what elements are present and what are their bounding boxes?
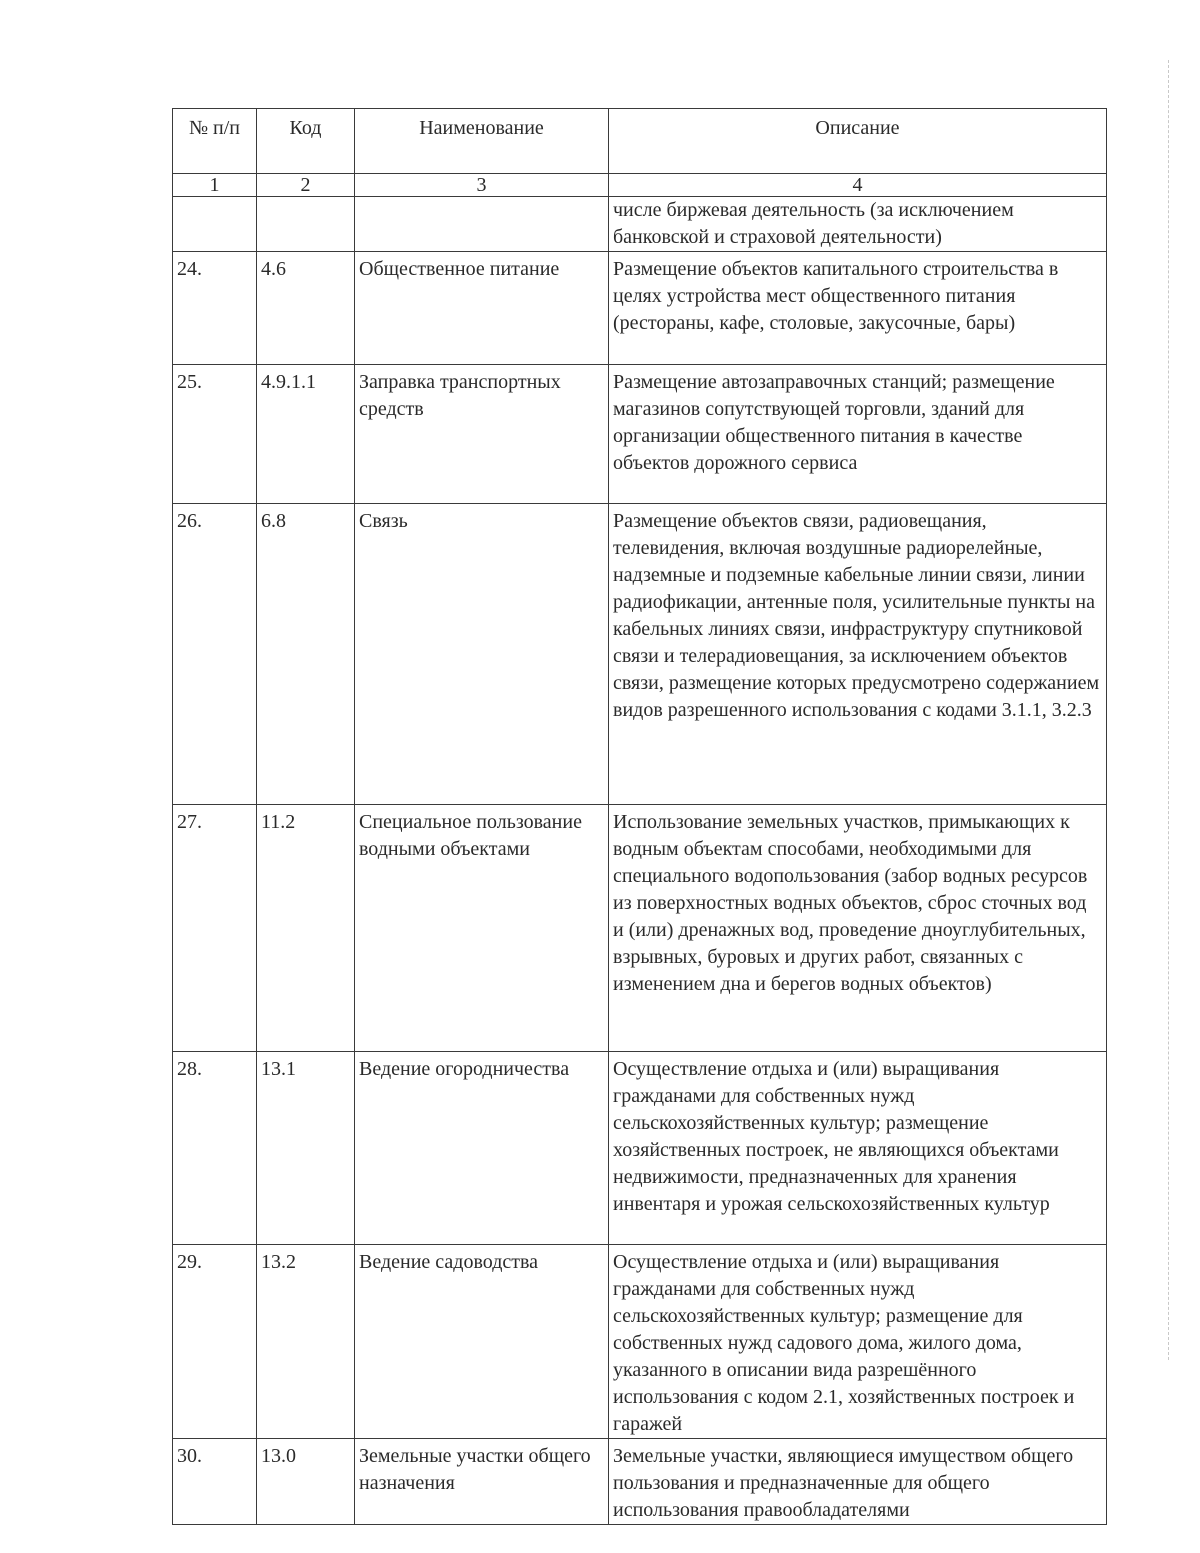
table-row [173, 1245, 1107, 1439]
row-code: 13.0 [257, 1439, 355, 1525]
row-name: Земельные участки общего назначения [355, 1439, 609, 1525]
row-code: 13.1 [257, 1052, 355, 1245]
row-name: Ведение огородничества [355, 1052, 609, 1245]
row-name: Связь [355, 504, 609, 805]
header-name: Наименование [355, 109, 609, 174]
cell-empty [257, 197, 355, 252]
row-number: 29. [173, 1245, 257, 1439]
table-row [173, 365, 1107, 504]
row-name: Специальное пользование водными объектами [355, 805, 609, 1052]
row-number: 25. [173, 365, 257, 504]
column-number: 2 [257, 174, 355, 197]
header-description: Описание [609, 109, 1107, 174]
row-description: Размещение объектов связи, радиовещания, телевидения, включая воздушные радиорелейные, надземные и подземные кабельные линии связи, линии радиофикации, антенные поля, усилительные пункты на кабельных линиях связи, инфраструктуру спутниковой связи и телерадиовещания, за исключением объектов связи, размещение которых предусмотрено содержанием видов разрешенного использования с кодами 3.1.1, 3.2.3 [609, 504, 1107, 805]
table-row-continuation [173, 197, 1107, 252]
table-row [173, 805, 1107, 1052]
row-name: Общественное питание [355, 252, 609, 365]
row-code: 13.2 [257, 1245, 355, 1439]
row-description: Земельные участки, являющиеся имуществом общего пользования и предназначенные для общего использования правообладателями [609, 1439, 1107, 1525]
row-description: Размещение автозаправочных станций; размещение магазинов сопутствующей торговли, зданий для организации общественного питания в качестве объектов дорожного сервиса [609, 365, 1107, 504]
table-row [173, 252, 1107, 365]
table-header-row [173, 109, 1107, 174]
table-row [173, 504, 1107, 805]
row-code: 4.9.1.1 [257, 365, 355, 504]
header-num: № п/п [173, 109, 257, 174]
cell-empty [173, 197, 257, 252]
row-number: 27. [173, 805, 257, 1052]
table-row [173, 1052, 1107, 1245]
row-code: 11.2 [257, 805, 355, 1052]
row-description: Осуществление отдыха и (или) выращивания гражданами для собственных нужд сельскохозяйственных культур; размещение хозяйственных построек, не являющихся объектами недвижимости, предназначенных для хранения инвентаря и урожая сельскохозяйственных культур [609, 1052, 1107, 1245]
column-number: 3 [355, 174, 609, 197]
continuation-description: числе биржевая деятельность (за исключением банковской и страховой деятельности) [609, 197, 1107, 252]
row-description: Осуществление отдыха и (или) выращивания гражданами для собственных нужд сельскохозяйственных культур; размещение для собственных нужд садового дома, жилого дома, указанного в описании вида разрешённого использования с кодом 2.1, хозяйственных построек и гаражей [609, 1245, 1107, 1439]
row-name: Заправка транспортных средств [355, 365, 609, 504]
row-number: 28. [173, 1052, 257, 1245]
row-number: 30. [173, 1439, 257, 1525]
row-number: 24. [173, 252, 257, 365]
scan-edge-line [1168, 60, 1170, 1360]
row-description: Размещение объектов капитального строительства в целях устройства мест общественного питания (рестораны, кафе, столовые, закусочные, бары) [609, 252, 1107, 365]
header-code: Код [257, 109, 355, 174]
row-code: 6.8 [257, 504, 355, 805]
row-name: Ведение садоводства [355, 1245, 609, 1439]
row-code: 4.6 [257, 252, 355, 365]
column-number-row [173, 174, 1107, 197]
cell-empty [355, 197, 609, 252]
column-number: 1 [173, 174, 257, 197]
table-row [173, 1439, 1107, 1525]
column-number: 4 [609, 174, 1107, 197]
land-use-table [172, 108, 1107, 1525]
row-description: Использование земельных участков, примыкающих к водным объектам способами, необходимыми для специального водопользования (забор водных ресурсов из поверхностных водных объектов, сброс сточных вод и (или) дренажных вод, проведение дноуглубительных, взрывных, буровых и других работ, связанных с изменением дна и берегов водных объектов) [609, 805, 1107, 1052]
row-number: 26. [173, 504, 257, 805]
